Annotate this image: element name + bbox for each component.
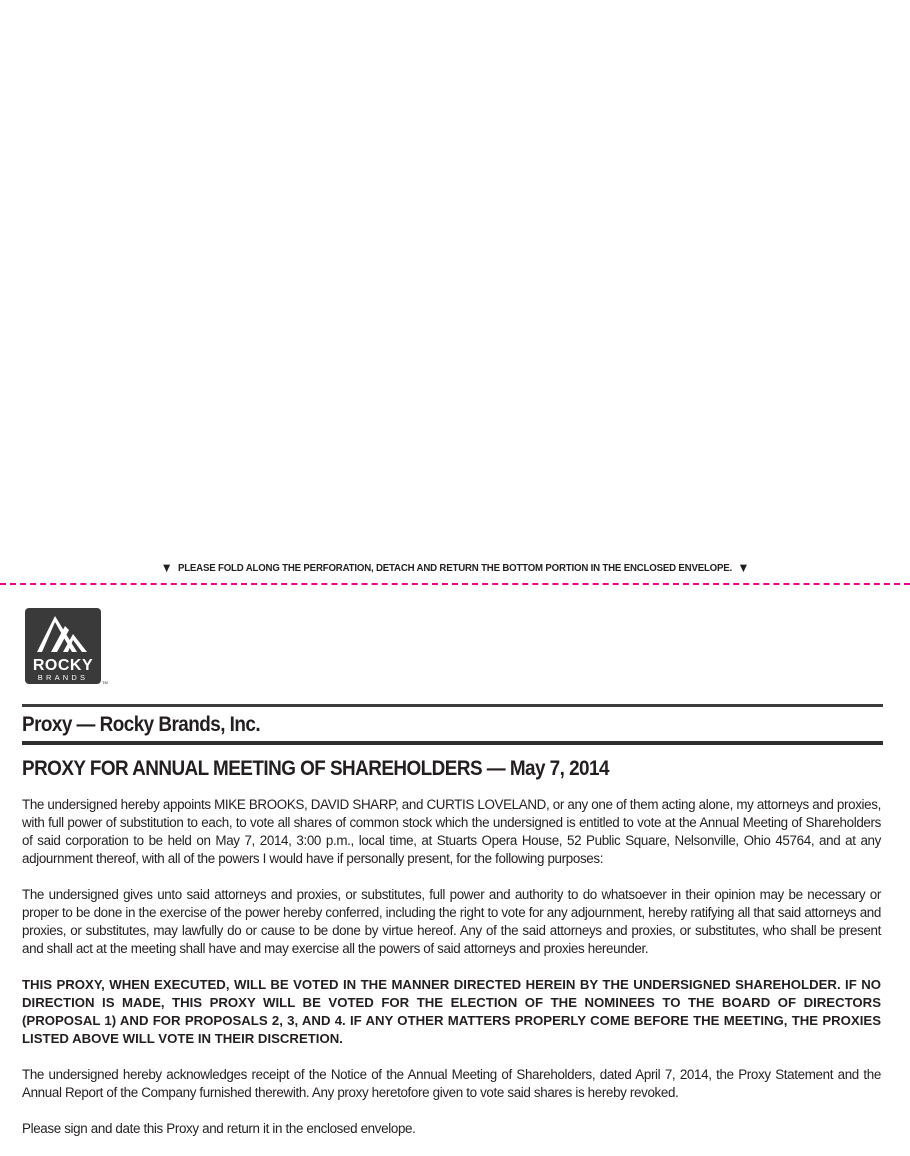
triangle-down-icon: ▼ [737, 560, 750, 575]
triangle-down-icon: ▼ [160, 560, 173, 575]
logo-word: ROCKY [32, 657, 94, 674]
fold-instruction [36, 559, 873, 574]
sign-instruction-paragraph: Please sign and date this Proxy and return it in the enclosed envelope. [22, 1121, 416, 1136]
logo-subword: BRANDS [37, 673, 89, 682]
fold-instruction-text: PLEASE FOLD ALONG THE PERFORATION, DETACH AND RETURN THE BOTTOM PORTION IN THE ENCLOSED ENVELOPE. [177, 562, 733, 574]
perforation-line [0, 583, 910, 585]
rocky-brands-logo [25, 608, 101, 684]
company-title: Proxy — Rocky Brands, Inc. [22, 713, 261, 736]
appointment-paragraph: The undersigned hereby appoints MIKE BROOKS, DAVID SHARP, and CURTIS LOVELAND, or any one of them acting alone, my attorneys and proxies, with full power of substitution to each, to vote all shares of common stock which the undersigned is entitled to vote at the Annual Meeting of Shareholders of said corporation to be held on May 7, 2014, 3:00 p.m., local time, at Stuarts Opera House, 52 Public Square, Nelsonville, Ohio 45764, and at any adjournment thereof, with all of the powers I would have if personally present, for the following purposes: [22, 797, 881, 866]
authority-paragraph: The undersigned gives unto said attorneys and proxies, or substitutes, full power and authority to do whatsoever in their opinion may be necessary or proper to be done in the exercise of the power hereby conferred, including the right to vote for any adjournment, hereby ratifying all that said attorneys and proxies, or substitutes, may lawfully do or cause to be done by virtue hereof. Any of the said attorneys and proxies, or substitutes, who shall be present and shall act at the meeting shall have and may exercise all the powers of said attorneys and proxies hereunder. [22, 887, 881, 956]
mountain-icon [25, 608, 101, 684]
top-rule [22, 704, 883, 707]
acknowledgement-paragraph: The undersigned hereby acknowledges receipt of the Notice of the Annual Meeting of Shareholders, dated April 7, 2014, the Proxy Statement and the Annual Report of the Company furnished therewith. Any proxy heretofore given to vote said shares is hereby revoked. [22, 1067, 881, 1100]
blank-upper-portion [0, 0, 910, 555]
middle-rule [22, 741, 883, 745]
meeting-title: PROXY FOR ANNUAL MEETING OF SHAREHOLDERS — May 7, 2014 [22, 757, 609, 780]
trademark-mark: TM [102, 680, 108, 685]
voting-direction-paragraph: THIS PROXY, WHEN EXECUTED, WILL BE VOTED IN THE MANNER DIRECTED HEREIN BY THE UNDERSIGNED SHAREHOLDER. IF NO DIRECTION IS MADE, THIS PROXY WILL BE VOTED FOR THE ELECTION OF THE NOMINEES TO THE BOARD OF DIRECTORS (PROPOSAL 1) AND FOR PROPOSALS 2, 3, AND 4. IF ANY OTHER MATTERS PROPERLY COME BEFORE THE MEETING, THE PROXIES LISTED ABOVE WILL VOTE IN THEIR DISCRETION. [22, 977, 881, 1046]
proxy-body [22, 796, 881, 1156]
